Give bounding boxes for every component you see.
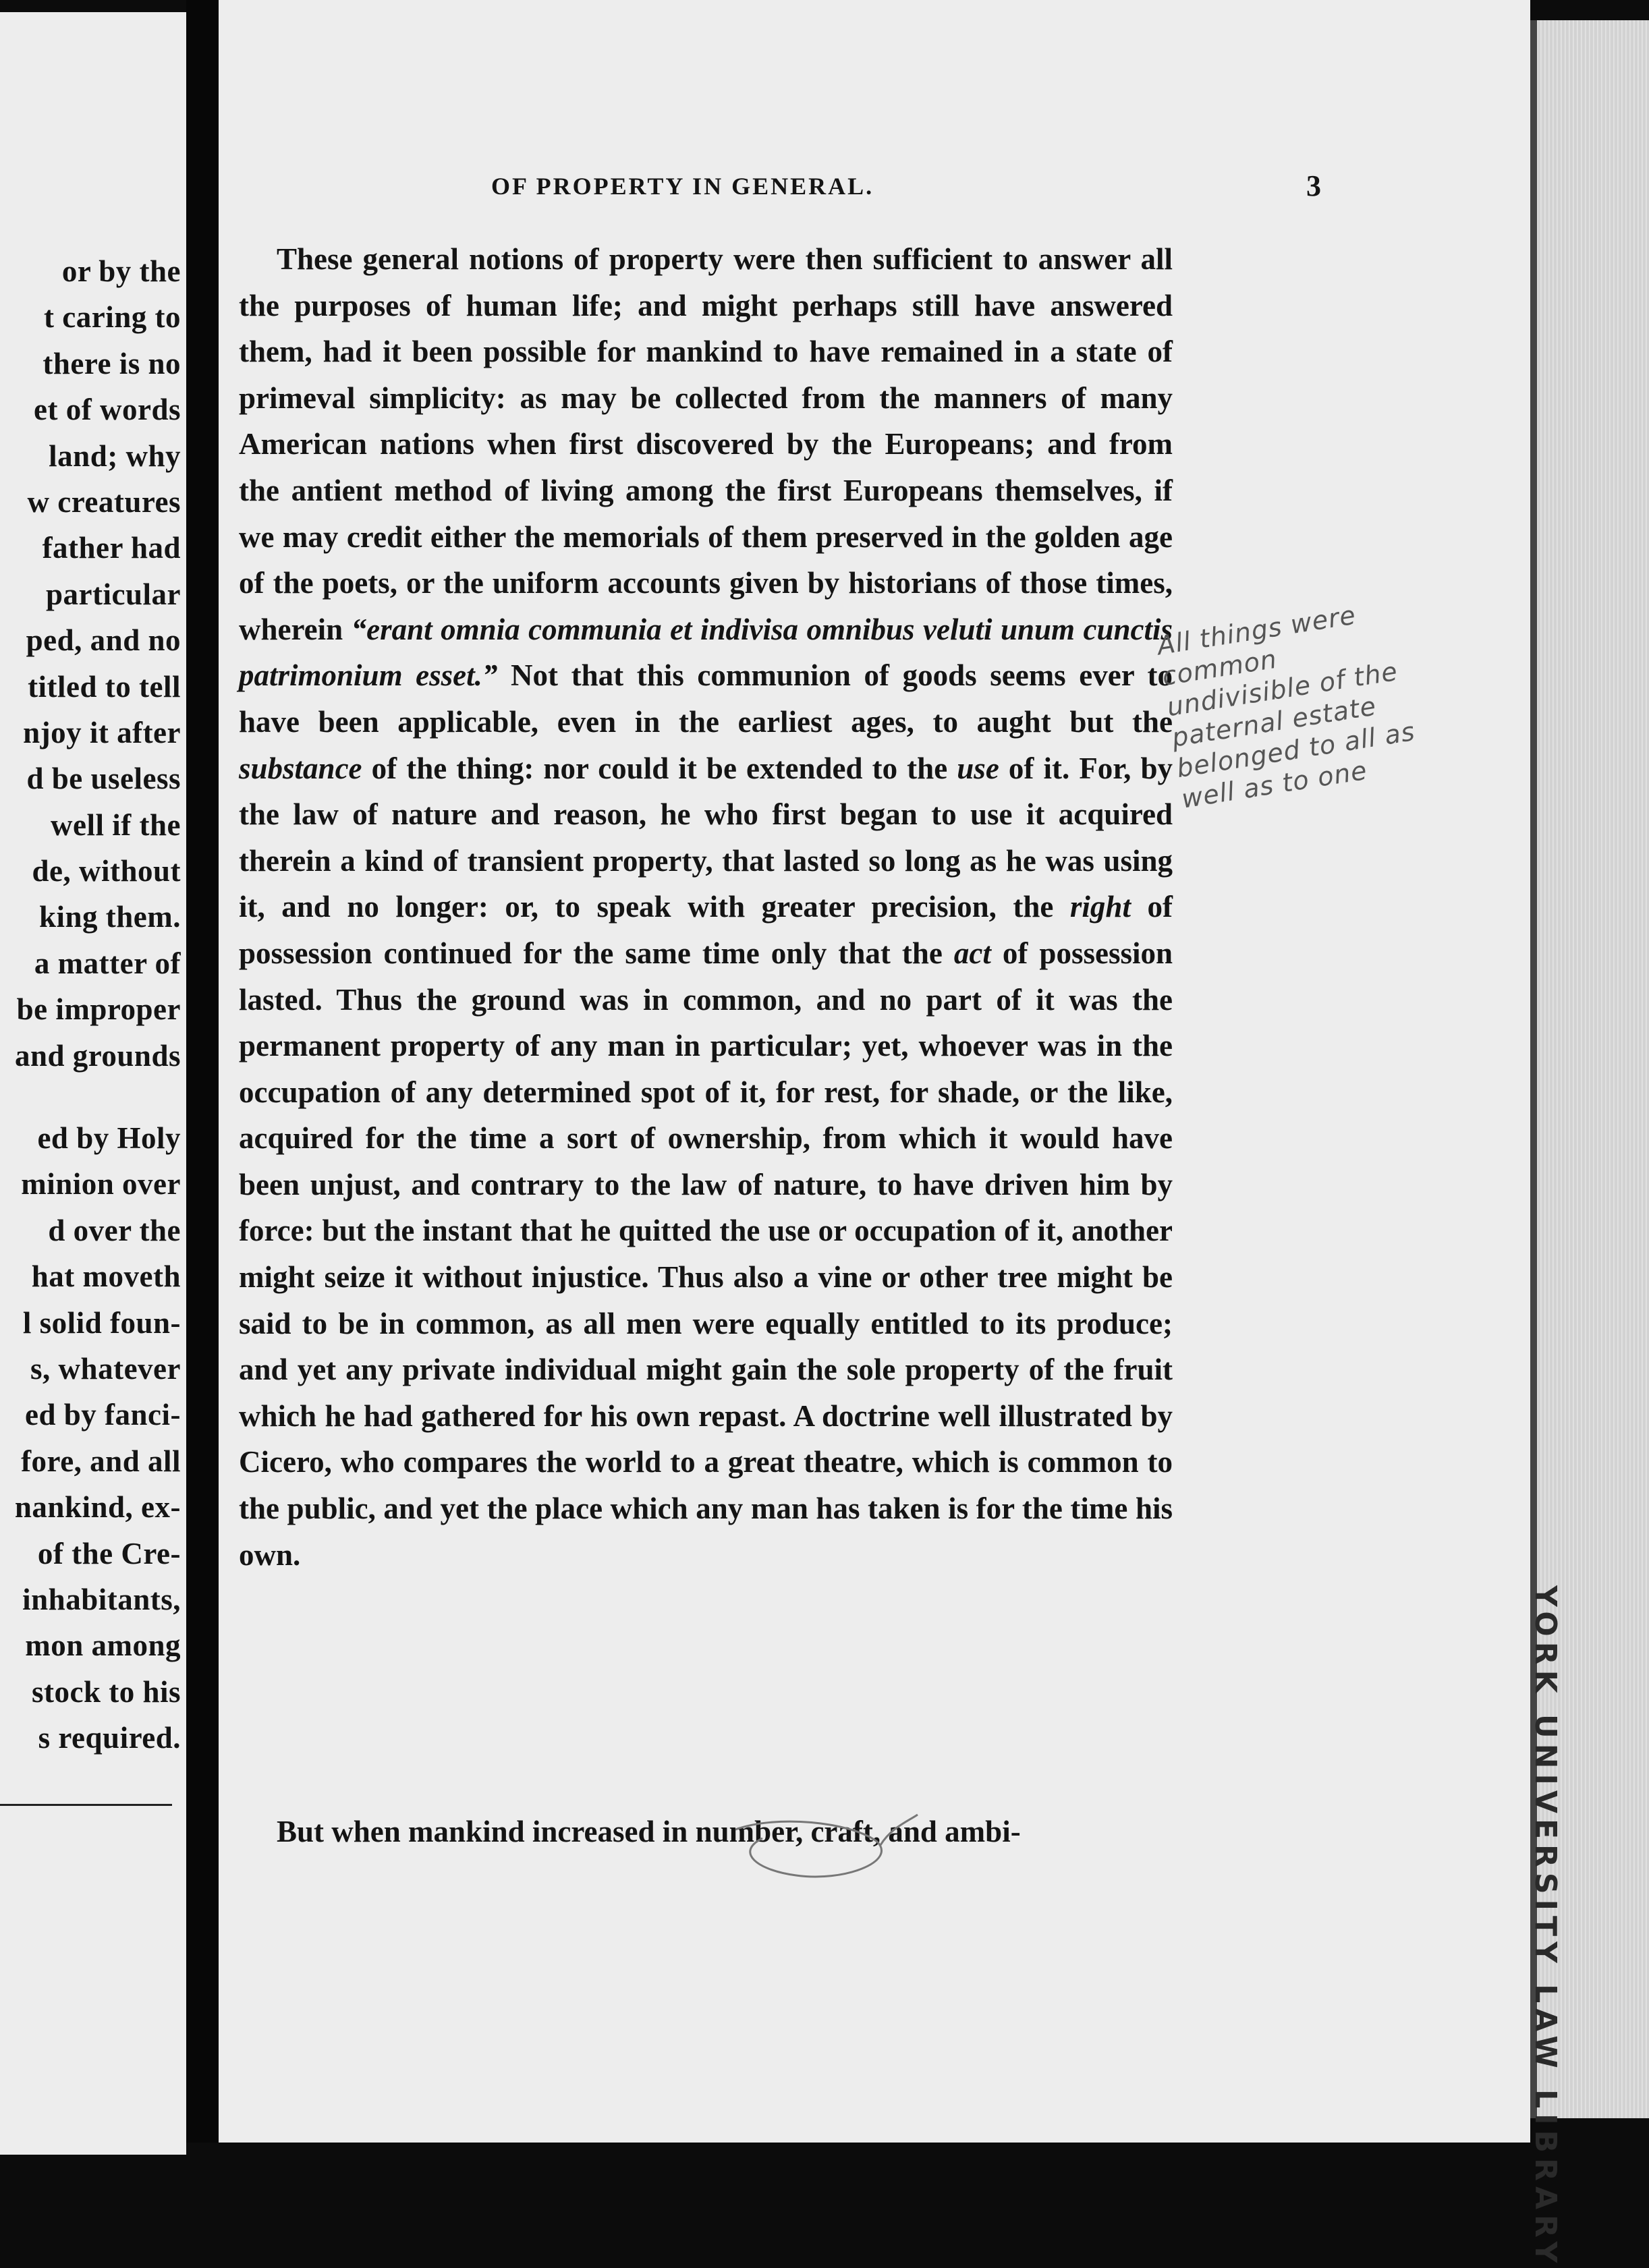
paragraph-text: of the thing: nor could it be extended to the <box>371 751 948 785</box>
body-paragraph <box>239 236 1173 1578</box>
paragraph-text: of it. For, by the law of nature and reason, he who first began to use it acquired therein a kind of transient property, that lasted so long as he was using it, and no longer: or, to speak with greater precision, the <box>239 751 1173 924</box>
paragraph-text: of possession continued for the same time only that the <box>239 890 1173 970</box>
facing-line: d over the <box>48 1213 181 1247</box>
facing-line: of the Cre- <box>37 1536 181 1570</box>
facing-line: titled to tell <box>28 669 181 704</box>
facing-line: w creatures <box>27 484 181 519</box>
paragraph-text: of possession lasted. Thus the ground was in common, and no part of it was the permanent property of any man in particular; yet, whoever was in the occupation of any determined spot of it, for rest, for shade, or the like, acquired for the time a sort of ownership, from which it would have been unjust, and contrary to the law of nature, to have driven him by force: but the instant that he quitted the use or occupation of it, another might seize it without injustice. Thus also a vine or other tree might be said to be in common, as all men were equally entitled to its produce; and yet any private individual might gain the sole property of the fruit which he had gathered for his own repast. A doctrine well illustrated by Cicero, who compares the world to a great theatre, which is common to the public, and yet the place which any man has taken is for the time his own. <box>239 936 1173 1572</box>
page-block-edge <box>1528 20 1649 2268</box>
facing-line: king them. <box>38 900 181 934</box>
facing-line: a matter of <box>34 946 181 980</box>
facing-line: stock to his <box>31 1674 181 1709</box>
latin-quotation: “erant omnia communia et indivisa omnibus veluti unum cunctis patrimonium esset.” <box>239 612 1173 693</box>
running-head: OF PROPERTY IN GENERAL. <box>491 173 874 200</box>
facing-line: d be useless <box>26 762 181 796</box>
facing-line: be improper <box>16 992 181 1027</box>
facing-line: de, without <box>32 854 181 888</box>
facing-line: father had <box>42 531 181 565</box>
facing-line: et of words <box>34 393 181 427</box>
facing-line: t caring to <box>44 300 181 335</box>
facing-line: ed by fanci- <box>25 1398 181 1432</box>
page-number: 3 <box>1306 169 1321 202</box>
book-gutter <box>186 0 219 2143</box>
facing-line: particular <box>46 577 181 611</box>
facing-line: s, whatever <box>30 1351 181 1386</box>
facing-line: mon among <box>25 1628 181 1663</box>
facing-line: there is no <box>43 346 181 380</box>
facing-line: nankind, ex- <box>14 1490 181 1525</box>
italic-term: use <box>957 751 999 785</box>
facing-line: land; why <box>49 438 181 473</box>
facing-line: inhabitants, <box>22 1582 181 1616</box>
paragraph-text: These general notions of property were then sufficient to answer all the purposes of human life; and might perhaps still have answered them, had it been possible for mankind to have remained in a state of primeval simplicity: as may be collected from the manners of many American nations when first discovered by the Europeans; and from the antient method of living among the first Europeans themselves, if we may credit either the memorials of them preserved in the golden age of the poets, or the uniform accounts given by historians of those times, wherein <box>239 242 1173 646</box>
facing-line: ed by Holy <box>37 1121 181 1156</box>
italic-term: act <box>953 936 991 970</box>
paragraph-gap <box>0 1079 181 1115</box>
facing-line: njoy it after <box>23 715 181 749</box>
facing-line: minion over <box>21 1167 181 1201</box>
facing-line: fore, and all <box>21 1444 181 1478</box>
facing-page-text <box>0 248 181 1761</box>
facing-line: hat moveth <box>31 1259 181 1294</box>
main-page <box>219 0 1530 2143</box>
body-paragraph: But when mankind increased in number, craft, and ambi- <box>277 1815 1021 1848</box>
handwritten-margin-note: All things were common undivisible of the paternal estate belonged to all as well as to one <box>1155 600 1418 814</box>
italic-term: right <box>1069 890 1131 924</box>
facing-line: s required. <box>38 1721 181 1755</box>
facing-line: l solid foun- <box>22 1305 181 1340</box>
italic-term: substance <box>239 751 362 785</box>
facing-line: and grounds <box>14 1038 181 1073</box>
footnote-rule <box>0 1804 172 1806</box>
facing-line: ped, and no <box>26 623 181 658</box>
facing-line: well if the <box>51 807 181 842</box>
paragraph-text: Not that this communion of goods seems ever to have been applicable, even in the earliest ages, to aught but the <box>239 658 1173 739</box>
facing-page-left <box>0 12 186 2155</box>
library-stamp: YORK UNIVERSITY LAW LIBRARY <box>1528 1585 1563 2268</box>
facing-line: or by the <box>61 254 181 288</box>
